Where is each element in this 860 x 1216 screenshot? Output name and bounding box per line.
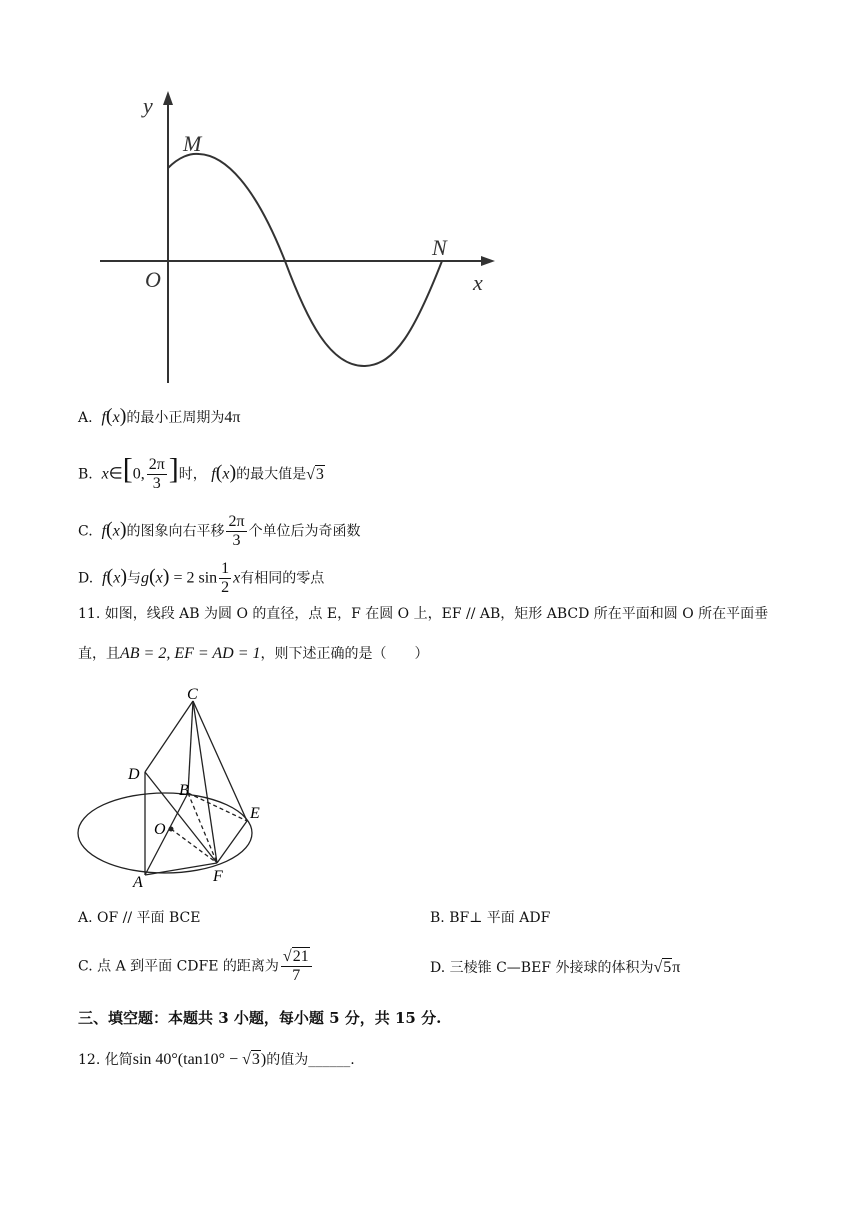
edge-cf [193, 701, 217, 863]
x-axis-label: x [473, 270, 483, 295]
sine-curve [168, 154, 442, 366]
point-o [169, 827, 174, 832]
label-c: C [187, 686, 198, 703]
q10-option-c: C. f(x)的图象向右平移 $\frac{2\pi}{3}$ 个单位后为奇函数 [78, 513, 361, 549]
solid-geometry-figure [75, 682, 275, 892]
edge-fe [217, 821, 247, 863]
q11-option-a: A. OF // 平面 BCE [78, 910, 201, 926]
edge-ab [145, 793, 188, 875]
x-axis-arrow [481, 256, 495, 266]
point-m-label: M [183, 131, 202, 156]
q11-option-b: B. BF⊥ 平面 ADF [430, 910, 551, 926]
q10-option-b: B. x∈[0, $\frac{2\pi}{3}$ ]时， f(x)的最大值是√3 [78, 452, 324, 492]
label-o: O [154, 821, 166, 838]
origin-label: O [145, 267, 161, 292]
q10-option-a: A. f(x)的最小正周期为4π [78, 405, 241, 427]
y-axis-label: y [143, 93, 153, 118]
q12-stem: 12. 化简sin 40°(tan10° − √3)的值为______. [78, 1051, 355, 1068]
q11-option-c: C. 点 A 到平面 CDFE 的距离为 $\frac{√21}{7}$ [78, 948, 314, 985]
q11-stem-line1: 11. 如图，线段 AB 为圆 O 的直径，点 E，F 在圆 O 上，EF // AB，矩形 ABCD 所在平面和圆 O 所在平面垂 [78, 606, 769, 622]
label-a: A [133, 874, 143, 891]
label-b: B [179, 782, 189, 799]
label-e: E [250, 805, 260, 822]
edge-bf [188, 793, 217, 863]
section-3-heading: 三、填空题：本题共 3 小题，每小题 5 分，共 15 分. [78, 1009, 442, 1027]
label-f: F [213, 868, 223, 885]
q10-option-d: D. f(x)与g(x) = 2 sin $\frac{1}{2}$ x有相同的零点 [78, 560, 325, 596]
edge-cb [188, 701, 193, 793]
q11-stem-line2: 直，且AB = 2, EF = AD = 1，则下述正确的是（ ） [78, 645, 429, 662]
label-d: D [128, 766, 140, 783]
sine-graph-figure [95, 85, 515, 390]
q11-option-d: D. 三棱锥 C—BEF 外接球的体积为√5π [430, 959, 681, 976]
edge-cd [145, 701, 193, 772]
y-axis-arrow [163, 91, 173, 105]
edge-ce [193, 701, 247, 821]
point-n-label: N [432, 235, 447, 260]
edge-be [188, 793, 247, 821]
